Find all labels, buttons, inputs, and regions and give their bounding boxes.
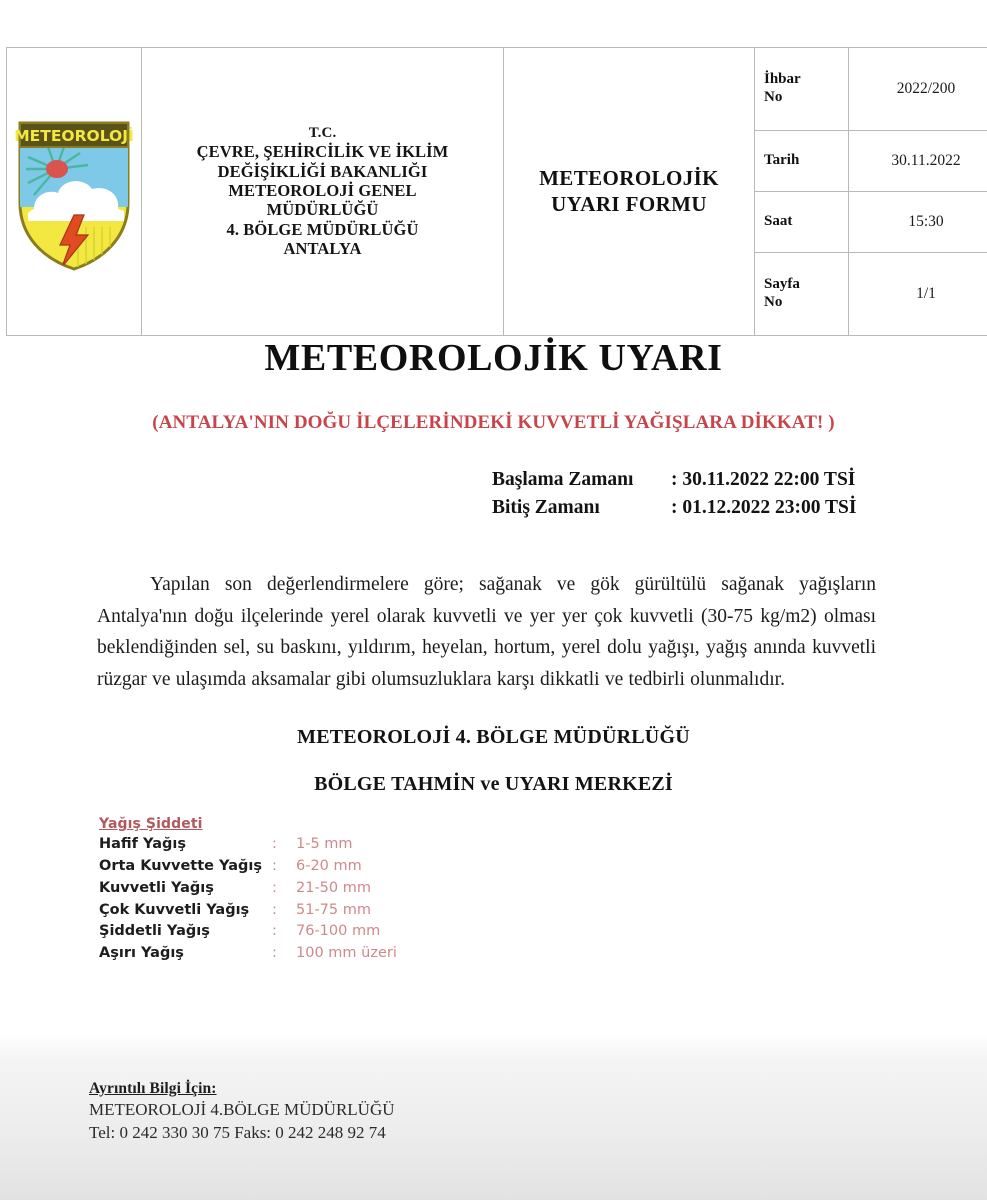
ministry-line-6: 4. BÖLGE MÜDÜRLÜĞÜ (226, 219, 419, 239)
legend-row (99, 857, 397, 879)
legend-value-orta-kuvvette: 6-20 mm (296, 857, 362, 874)
meta-label-sayfa-no (755, 253, 849, 336)
form-title-line-2: UYARI FORMU (551, 191, 707, 216)
legend-row (99, 922, 397, 944)
legend-row (99, 835, 397, 857)
warning-body-paragraph: Yapılan son değerlendirmelere göre; sağanak ve gök gürültülü sağanak yağışların Antalya'nın doğu ilçelerinde yerel olarak kuvvetli ve yer yer çok kuvvetli (30-75 kg/m2) olması beklendiğinden sel, su baskını, yıldırım, heyelan, hortum, yerel dolu yağışı, yağış anında kuvvetli rüzgar ve ulaşımda aksamalar gibi olumsuzluklara karşı dikkatli ve tedbirli olunmalıdır. (97, 574, 876, 690)
meta-label-saat-line1: Saat (764, 213, 793, 230)
meta-value-tarih: 30.11.2022 (849, 131, 987, 192)
rainfall-intensity-legend (99, 816, 397, 966)
warning-subtitle: (ANTALYA'NIN DOĞU İLÇELERİNDEKİ KUVVETLİ YAĞIŞLARA DİKKAT! ) (152, 412, 835, 433)
meta-label-sayfa-no-line2: No (764, 294, 783, 310)
legend-value-kuvvetli: 21-50 mm (296, 879, 371, 896)
legend-separator: : (272, 857, 277, 874)
header-table-row (7, 48, 987, 131)
logo-cell (7, 48, 142, 336)
legend-value-hafif: 1-5 mm (296, 836, 353, 852)
legend-value-asiri: 100 mm üzeri (296, 945, 397, 962)
legend-title: Yağış Şiddeti (99, 816, 203, 832)
footer-contact-block (89, 1080, 395, 1145)
legend-separator: : (272, 901, 277, 918)
meta-label-ihbar-no-line1: İhbar (764, 71, 801, 88)
legend-separator: : (272, 879, 277, 896)
legend-separator: : (272, 923, 277, 940)
meta-label-tarih (755, 131, 849, 192)
legend-label-orta-kuvvette: Orta Kuvvette Yağış (99, 857, 262, 874)
end-time-value: : 01.12.2022 23:00 TSİ (671, 496, 857, 518)
warning-time-block (492, 466, 856, 521)
end-time-row (492, 494, 856, 522)
meteoroloji-logo (12, 117, 136, 273)
meta-value-sayfa-no: 1/1 (849, 253, 987, 336)
document-header-table (6, 47, 987, 336)
legend-row (99, 879, 397, 901)
ministry-line-7: ANTALYA (283, 238, 362, 258)
ministry-cell (142, 48, 504, 336)
legend-label-siddetli: Şiddetli Yağış (99, 923, 210, 940)
start-time-row (492, 466, 856, 494)
meta-label-ihbar-no-line2: No (764, 89, 783, 105)
legend-value-cok-kuvvetli: 51-75 mm (296, 901, 371, 918)
start-time-label: Başlama Zamanı (492, 469, 634, 490)
legend-row (99, 944, 397, 966)
end-time-label: Bitiş Zamanı (492, 496, 600, 518)
page-title: METEOROLOJİK UYARI (264, 337, 723, 379)
ministry-line-4: METEOROLOJİ GENEL (228, 180, 417, 200)
form-title (510, 166, 748, 217)
ministry-line-5: MÜDÜRLÜĞÜ (266, 200, 379, 220)
meta-label-sayfa-no-line1: Sayfa (764, 276, 800, 293)
form-title-line-1: METEOROLOJİK (539, 165, 719, 190)
signature-block (0, 726, 987, 796)
logo-banner-text: METEOROLOJİ (14, 126, 134, 145)
footer-phone-fax: Tel: 0 242 330 30 75 Faks: 0 242 248 92 74 (89, 1122, 386, 1142)
legend-row (99, 901, 397, 923)
footer-office-name: METEOROLOJİ 4.BÖLGE MÜDÜRLÜĞÜ (89, 1100, 395, 1119)
start-time-value: : 30.11.2022 22:00 TSİ (671, 469, 856, 490)
meteoroloji-shield-icon (12, 117, 136, 273)
ministry-heading (150, 125, 495, 258)
meta-value-ihbar-no: 2022/200 (849, 48, 987, 131)
form-title-cell (504, 48, 755, 336)
legend-label-kuvvetli: Kuvvetli Yağış (99, 879, 214, 896)
ministry-line-3: DEĞİŞİKLİĞİ BAKANLIĞI (217, 161, 428, 181)
legend-label-asiri: Aşırı Yağış (99, 945, 184, 962)
meta-label-saat (755, 192, 849, 253)
legend-table (99, 835, 397, 966)
legend-label-hafif: Hafif Yağış (99, 836, 186, 852)
meta-label-ihbar-no (755, 48, 849, 131)
signature-center: BÖLGE TAHMİN ve UYARI MERKEZİ (314, 773, 673, 795)
legend-separator: : (272, 836, 277, 852)
legend-separator: : (272, 945, 277, 962)
legend-label-cok-kuvvetli: Çok Kuvvetli Yağış (99, 901, 250, 918)
footer-heading: Ayrıntılı Bilgi İçin: (89, 1080, 217, 1097)
ministry-line-1: T.C. (308, 124, 337, 141)
meta-label-tarih-line1: Tarih (764, 152, 800, 169)
ministry-line-2: ÇEVRE, ŞEHİRCİLİK VE İKLİM (196, 142, 449, 162)
meta-value-saat: 15:30 (849, 192, 987, 253)
legend-value-siddetli: 76-100 mm (296, 923, 381, 940)
signature-office: METEOROLOJİ 4. BÖLGE MÜDÜRLÜĞÜ (297, 726, 690, 748)
